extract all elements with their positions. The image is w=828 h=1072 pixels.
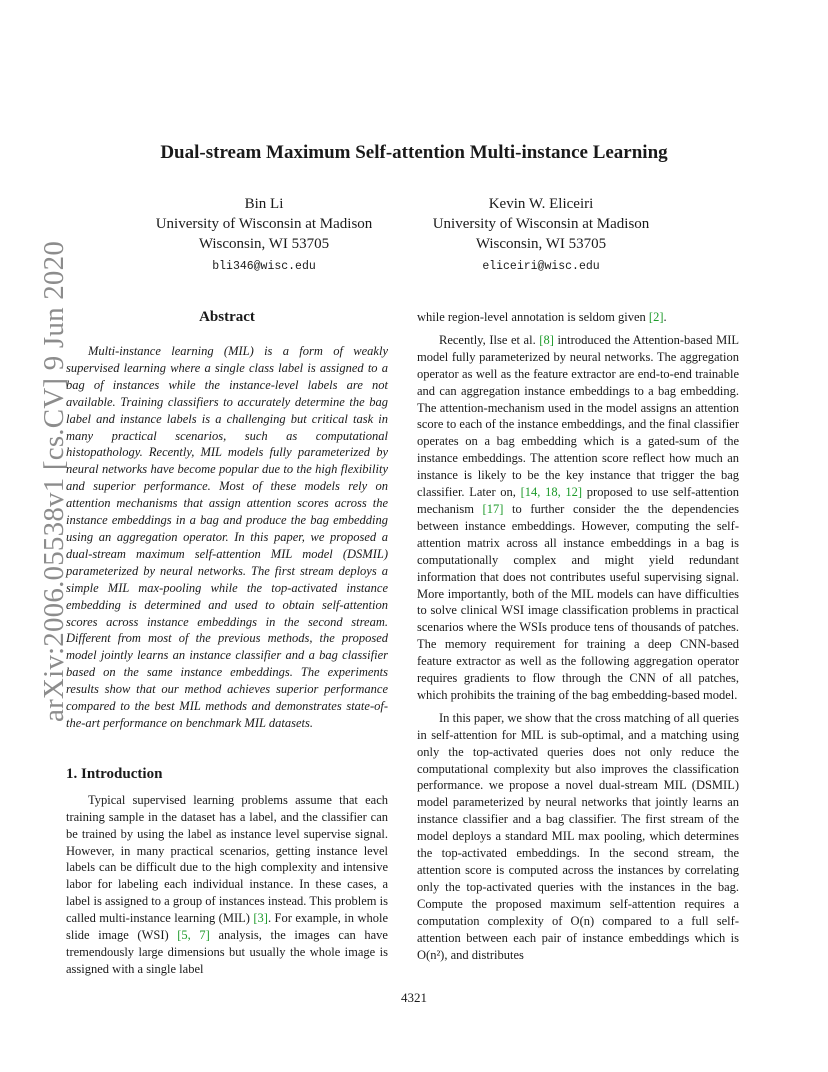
author-email[interactable]: bli346@wisc.edu — [212, 260, 316, 273]
body-text: Recently, Ilse et al. — [439, 332, 540, 347]
author-name: Kevin W. Eliceiri — [488, 196, 594, 212]
author-block-1 — [123, 194, 405, 277]
introduction-heading: 1. Introduction — [66, 765, 163, 782]
body-text: to further consider the the dependencies between instance embeddings. However, computing the self-attention matrix across all instance embeddings in a bag is computationally complex and might yield redundant information that does not contributes useful supervising signal. More importantly, both of the MIL models can have difficulties to solve clinical WSI image classification problems in practical scenarios where the WSIs produce tens of thousands of patches. The memory requirement for training a deep CNN-based feature extractor as well as the following aggregation operator requires gradients to flow through the CNN of all patches, which prohibits the training of the bag embedding-based model. — [417, 501, 739, 702]
citation-link[interactable]: [17] — [482, 501, 504, 516]
left-column — [66, 305, 388, 978]
author-affiliation: University of Wisconsin at Madison — [155, 216, 373, 232]
author-name: Bin Li — [244, 196, 284, 212]
arxiv-stamp: arXiv:2006.05538v1 [cs.CV] 9 Jun 2020 — [38, 240, 70, 722]
body-text: proposed to use self-attention mechanism — [417, 485, 740, 516]
abstract-heading: Abstract — [199, 309, 255, 325]
body-text: introduced the Attention-based MIL model fully parameterized by neural networks. The aggregation operator as well as the feature extractor are end-to-end trainable and can aggregation instance embeddings to a bag embedding. The attention-mechanism used in the model assigns an attention score to each of the instance embeddings, and the final classifier operates on a bag embedding which is a gated-sum of the instance embeddings. The attention score reflect how much an instance is likely to be the key instance that trigger the bag classifier. Later on, — [417, 332, 739, 500]
citation-link[interactable]: [14, 18, 12] — [520, 485, 583, 500]
right-column — [417, 309, 739, 963]
intro-paragraph — [66, 792, 388, 978]
citation-link[interactable]: [2] — [648, 310, 664, 324]
page-number: 4321 — [401, 990, 427, 1005]
author-address: Wisconsin, WI 53705 — [475, 236, 607, 252]
body-text: . — [663, 310, 667, 324]
author-address: Wisconsin, WI 53705 — [198, 236, 330, 252]
contribution-paragraph: In this paper, we show that the cross matching of all queries in self-attention for MIL is sub-optimal, and a matching using only the top-activated queries does not only reduce the computational complexity but also improves the classification performance. we propose a novel dual-stream MIL (DSMIL) model parameterized by neural networks that jointly learns an instance classifier and a bag classifier. The first stream of the model deploys a standard MIL max pooling, which determines the top-activated embeddings. In the second stream, the attention score is computed across the instances by correlating only the top-activated queries with the instances in the bag. Compute the proposed maximum self-attention requires a computation complexity of O(n) compared to a full self-attention between each pair of instance embeddings which is O(n²), and distributes — [417, 710, 739, 962]
author-email[interactable]: eliceiri@wisc.edu — [482, 260, 600, 273]
intro-text: analysis, the images can have tremendously large dimensions but usually the whole image is assigned with a single label — [66, 928, 388, 976]
intro-text: . For example, in whole slide image (WSI) — [66, 911, 388, 943]
author-affiliation: University of Wisconsin at Madison — [432, 216, 650, 232]
citation-link[interactable]: [8] — [539, 332, 554, 347]
intro-text: Typical supervised learning problems assume that each training sample in the dataset has a label, and the classifier can be trained by using the label as instance level supervise signal. However, in many practical scenarios, getting instance level labels can be difficult due to the high complexity and intensive labor for labeling each individual instance. In these cases, a label is assigned to a group of instances instead. This problem is called multi-instance learning (MIL) — [66, 792, 388, 926]
abstract-text: Multi-instance learning (MIL) is a form of weakly supervised learning where a single class label is assigned to a bag of instances while the instance-level labels are not available. Training classifiers to accurately determine the bag label and instance labels is a challenging but critical task in many practical scenarios, such as computational histopathology. Recently, MIL models fully parameterized by neural networks have become popular due to the high flexibility and superior performance. Most of these models rely on attention mechanisms that assign attention scores across the instance embeddings in a bag and produce the bag embedding using an aggregation operator. In this paper, we proposed a dual-stream maximum self-attention MIL model (DSMIL) parameterized by neural networks. The first stream deploys a simple MIL max-pooling while the top-activated instance embedding is determined and used to obtain self-attention scores across instance embeddings in the second stream. Different from most of the previous methods, the proposed model jointly learns an instance classifier and a bag classifier based on the same instance embeddings. The experiments results show that our method achieves superior performance compared to the best MIL methods and demonstrates state-of-the-art performance on benchmark MIL datasets. — [66, 344, 388, 730]
author-block-2 — [400, 194, 682, 277]
intro-continuation — [417, 309, 739, 326]
citation-link[interactable]: [5, 7] — [177, 928, 210, 943]
attention-mil-paragraph — [417, 332, 739, 704]
citation-link[interactable]: [3] — [253, 911, 268, 926]
paper-title: Dual-stream Maximum Self-attention Multi-instance Learning — [160, 142, 668, 163]
body-text: while region-level annotation is seldom given — [417, 310, 649, 324]
